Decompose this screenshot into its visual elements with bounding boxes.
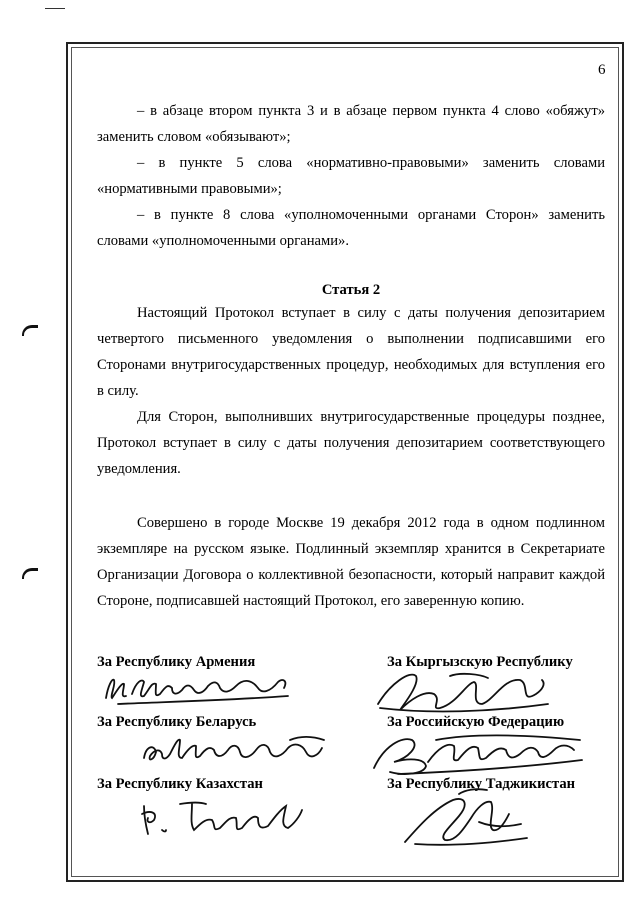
page-number: 6: [598, 62, 606, 78]
article-paragraph: Настоящий Протокол вступает в силу с даты получения депозитарием четвертого письменного уведомления о выполнении подписавшими его Сторонами внутригосударственных процедур, необходимых для вступления его в силу.: [97, 305, 605, 399]
amendment-item: – в абзаце втором пункта 3 и в абзаце первом пункта 4 слово «обяжут» заменить словом «обязывают»;: [97, 103, 605, 145]
article-title: Статья 2: [321, 282, 381, 298]
amendment-item: – в пункте 8 слова «уполномоченными органами Сторон» заменить словами «уполномоченными органами».: [97, 207, 605, 249]
signatory-label-tajikistan: За Республику Таджикистан: [387, 776, 576, 792]
scan-corner-mark: [45, 8, 65, 9]
binding-hole-mark: [22, 568, 38, 579]
signatory-label-belarus: За Республику Беларусь: [97, 714, 257, 730]
signatory-label-armenia: За Республику Армения: [97, 654, 256, 670]
binding-hole-mark: [22, 325, 38, 336]
signatory-label-kyrgyzstan: За Кыргызскую Республику: [387, 654, 573, 670]
signature-kazakhstan: [140, 796, 310, 838]
signature-belarus: [140, 730, 330, 770]
signatory-label-russia: За Российскую Федерацию: [387, 714, 565, 730]
signatory-label-kazakhstan: За Республику Казахстан: [97, 776, 263, 792]
signature-armenia: [98, 668, 298, 710]
signature-kyrgyzstan: [370, 664, 550, 720]
article-paragraph: Для Сторон, выполнивших внутригосударственные процедуры позднее, Протокол вступает в силу с даты получения депозитарием соответствующего уведомления.: [97, 409, 605, 477]
signature-tajikistan: [395, 786, 535, 850]
amendment-item: – в пункте 5 слова «нормативно-правовыми» заменить словами «нормативными правовыми»;: [97, 155, 605, 197]
signature-russia: [368, 728, 588, 780]
closing-paragraph: Совершено в городе Москве 19 декабря 2012 года в одном подлинном экземпляре на русском языке. Подлинный экземпляр хранится в Секретариате Организации Договора о коллективной безопасности, который направит каждой Стороне, подписавшей настоящий Протокол, его заверенную копию.: [97, 515, 605, 609]
